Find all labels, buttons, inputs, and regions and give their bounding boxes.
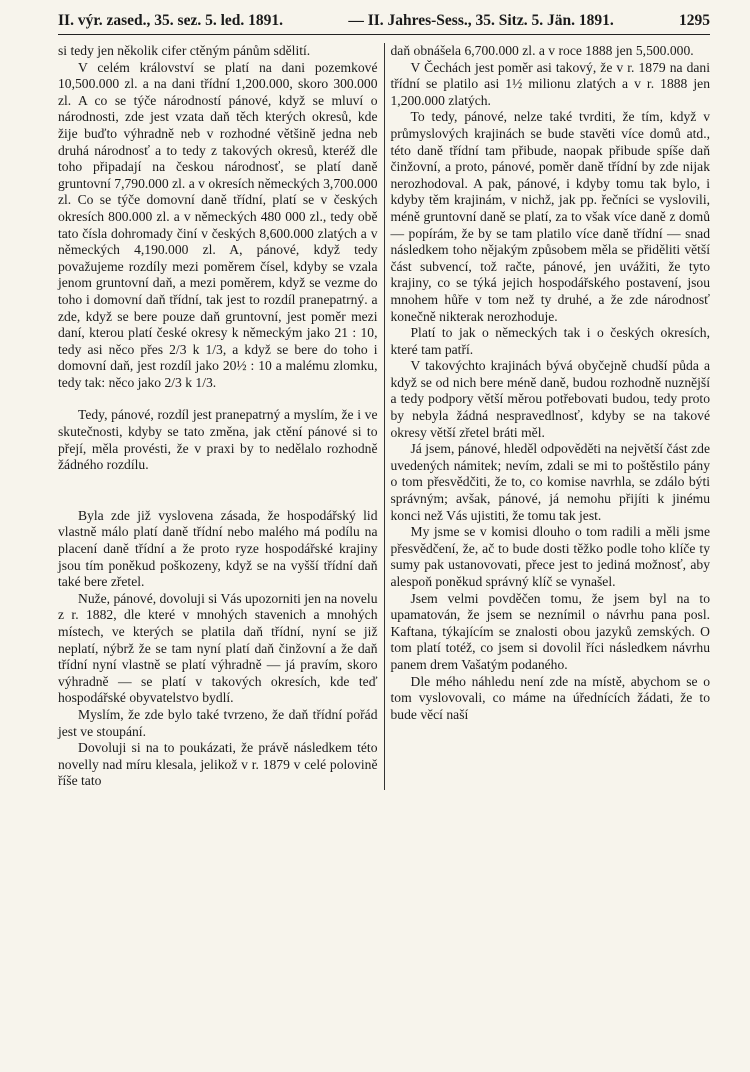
paragraph: Myslím, že zde bylo také tvrzeno, že daň třídní pořád jest ve stoupání. <box>58 706 378 739</box>
right-column <box>384 43 711 790</box>
paragraph: To tedy, pánové, nelze také tvrditi, že tím, když v průmyslových krajinách se bude stavěti více domů atd., této daně třídní tam přibude, naopak přibude spíše daň činžovní, a proto, pánové, poměr daně třídní by zde nijak nerozhodoval. A pak, pánové, i kdyby tomu tak bylo, i kdyby těm krajinám, v nichž, jak pp. řečníci se vyslovili, méně gruntovní daně se platí, za to však více daně z domů — popírám, že by se tam platilo více daně třídní — snad následkem toho nějakým způsobem měla se přiděliti větší část subvencí, tož račte, pánové, jen uvážiti, že tyto krajiny, co se týká jejich hospodářského postavení, jsou mnohem hůře v tom než ty druhé, a že zde národnosť konečně nikterak nerozhoduje. <box>390 109 710 324</box>
paragraph: Tedy, pánové, rozdíl jest pranepatrný a myslím, že i ve skutečnosti, kdyby se tato změna, jak ctění pánové si to přejí, měla provésti, že v praxi by to nedělalo rozhodně žádného rozdílu. <box>58 407 378 473</box>
paragraph: Nuže, pánové, dovoluji si Vás upozorniti jen na novelu z r. 1882, dle které v mnohých stavenich a mnohých místech, ve kterých se platila daň třídní, nyní se již neplatí, nýbrž že se tam nyní platí daň činžovní a že daň třídní nyní vlastně se platí výhradně — já pravím, skoro výhradně — se platí v takových okresích, kde teď hospodářské obyvatelstvo bydlí. <box>58 590 378 706</box>
paragraph: si tedy jen několik cifer ctěným pánům sdělití. <box>58 43 311 58</box>
paragraph: My jsme se v komisi dlouho o tom radili a měli jsme přesvědčení, že, ač to bude dosti těžko podle toho klíče ty sumy pak ustanovovati, přece jest to jediná možnosť, aby alespoň poněkud správný klíč se vynašel. <box>390 524 710 589</box>
paragraph: Dovoluji si na to poukázati, že právě následkem této novelly nad míru klesala, jelikož v r. 1879 v celé polovině říše tato <box>58 740 378 789</box>
paragraph: Dle mého náhledu není zde na místě, abychom se o tom vyslovovali, co máme na úřednících žádati, že to bude věcí naší <box>390 673 710 722</box>
paragraph: Jsem velmi povděčen tomu, že jsem byl na to upamatován, že jsem se neznímil o návrhu pana posl. Kaftana, týkajícím se znalosti obou jazyků zemských. O tom platí totéž, co jsem si dovolil říci následkem návrhu panem drem Vašatým podaného. <box>390 590 710 672</box>
paragraph: V celém království se platí na dani pozemkové 10,500.000 zl. a na dani třídní 1,200.000, skoro 300.000 zl. A co se týče národností pánové, když se mluví o národnosti, zde jest vzata daň těch kterých okresů, kde žije buďto výhradně neb v rozhodné většině jedna neb druhá národnosť a to tedy z takových okresů, kteréž dle toho připadají na českou národnosť, se platí daně gruntovní 7,790.000 zl. a v okresích německých 3,700.000 zl. Co se týče domovní daně třídní, platí se v českých okresích 800.000 zl. a v německých 480 000 zl., tedy obě tato čísla dohromady činí v českých 8,600.000 zlatých a v německých 4,190.000 zl. A, pánové, když tedy považujeme rozdíly mezi poměrem čísel, kdyby se vzala jenom gruntovní daň, a mezi poměrem, když se vezme do toho i domovní daň třídní, tak jest to rozdíl pranepatrný. a zde, když se bere pouze daň gruntovní, jest poměr mezi daní, kterou platí české okresy k německým jako 21 : 10, tedy asi něco přes 2/3 k 1/3, a když se bere do toho i domovní daň, jest rozdíl jako 20½ : 10 a malému zlomku, tedy tak: něco jako 2/3 k 1/3. <box>58 59 378 390</box>
header-czech-session: II. výr. zased., 35. sez. 5. led. 1891. <box>58 12 284 29</box>
left-column <box>58 43 384 790</box>
document-page <box>58 12 710 790</box>
paragraph: V Čechách jest poměr asi takový, že v r. 1879 na dani třídní se platilo asi 1½ milionu zlatých a v r. 1888 jen 1,200.000 zlatých. <box>390 59 710 108</box>
paragraph: Byla zde již vyslovena zásada, že hospodářský lid vlastně málo platí daně třídní nebo malého má podílu na placení daně třídní a že proto ryze hospodářské krajiny jsou tím poněkud poškozeny, když se na vyšší třídní daň také bere zřetel. <box>58 507 378 590</box>
page-header <box>58 12 710 35</box>
page-number: 1295 <box>678 12 710 29</box>
text-columns <box>58 43 710 790</box>
paragraph: Platí to jak o německých tak i o českých okresích, které tam patří. <box>390 325 710 357</box>
header-german-session: — II. Jahres-Sess., 35. Sitz. 5. Jän. 1891. <box>348 12 614 29</box>
paragraph: daň obnášela 6,700.000 zl. a v roce 1888 jen 5,500.000. <box>390 43 694 58</box>
paragraph: Já jsem, pánové, hleděl odpověděti na největší část zde uvedených námitek; nevím, zdali se mi to poštěstilo pány o tom přesvědčiti, že to, co komise navrhla, se zdálo býti správným; avšak, pánové, já nemohu přijíti k jinému konci než Vás ujistiti, že tomu tak jest. <box>390 441 710 523</box>
paragraph: V takovýchto krajinách bývá obyčejně chudší půda a když se od nich bere méně daně, budou rozhodně nuznější a tedy podpory větší měrou potřebovati budou, tedy proto by nebyla žádná nespravedlnosť, kdyby se na takové okresy větší zřetel bráti měl. <box>390 358 710 440</box>
